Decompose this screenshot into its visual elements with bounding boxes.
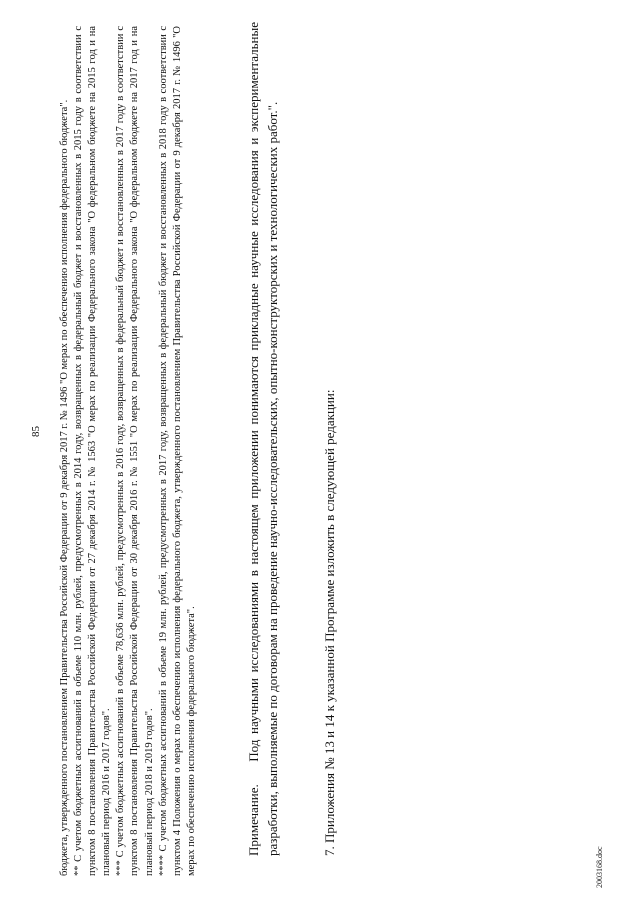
- remark-text: Под научными исследованиями в настоящем приложении понимаются прикладные научные исследования и экспериментальные разработки, выполняемые по договорам на проведение научно-исследовательских, опытно-конструкторских и технологических работ.".: [246, 21, 280, 856]
- footnote-quadruple-star: **** С учетом бюджетных ассигнований в объеме 19 млн. рублей, предусмотренных в 2017 году, возвращенных в федеральный бюджет и восстановленных в 2018 году в соответствии с пунктом 4 Положения о мерах по обеспечению исполнения федерального бюджета, утвержденного постановлением Правительства Российской Федерации от 9 декабря 2017 г. № 1496 "О мерах по обеспечению исполнения федерального бюджета".: [157, 26, 197, 876]
- footnotes-block: [58, 26, 199, 876]
- document-code: 2003168.doc: [595, 846, 604, 888]
- footnote-double-star: ** С учетом бюджетных ассигнований в объеме 110 млн. рублей, предусмотренных в 2014 году, возвращенных в федеральный бюджет и восстановленных в 2015 году в соответствии с пунктом 8 постановления Правительства Российской Федерации от 27 декабря 2014 г. № 1563 "О мерах по реализации Федерального закона "О федеральном бюджете на 2015 год и на плановый период 2016 и 2017 годов".: [73, 26, 113, 876]
- amendment-item: 7. Приложения № 13 и 14 к указанной Программе изложить в следующей редакции:: [322, 389, 337, 856]
- remark-label: Примечание.: [246, 784, 261, 856]
- footnote-triple-star: *** С учетом бюджетных ассигнований в объеме 78,636 млн. рублей, предусмотренных в 2016 году, возвращенных в федеральный бюджет и восстановленных в 2017 году в соответствии с пунктом 8 постановления Правительства Российской Федерации от 30 декабря 2016 г. № 1551 "О мерах по реализации Федерального закона "О федеральном бюджете на 2017 год и на плановый период 2018 и 2019 годов".: [115, 26, 155, 876]
- remark-paragraph: [244, 22, 282, 856]
- page-number: 85: [30, 426, 42, 437]
- footnote-continuation: бюджета, утвержденного постановлением Правительства Российской Федерации от 9 декабря 2017 г. № 1496 "О мерах по обеспечению исполнения федерального бюджета".: [59, 99, 70, 876]
